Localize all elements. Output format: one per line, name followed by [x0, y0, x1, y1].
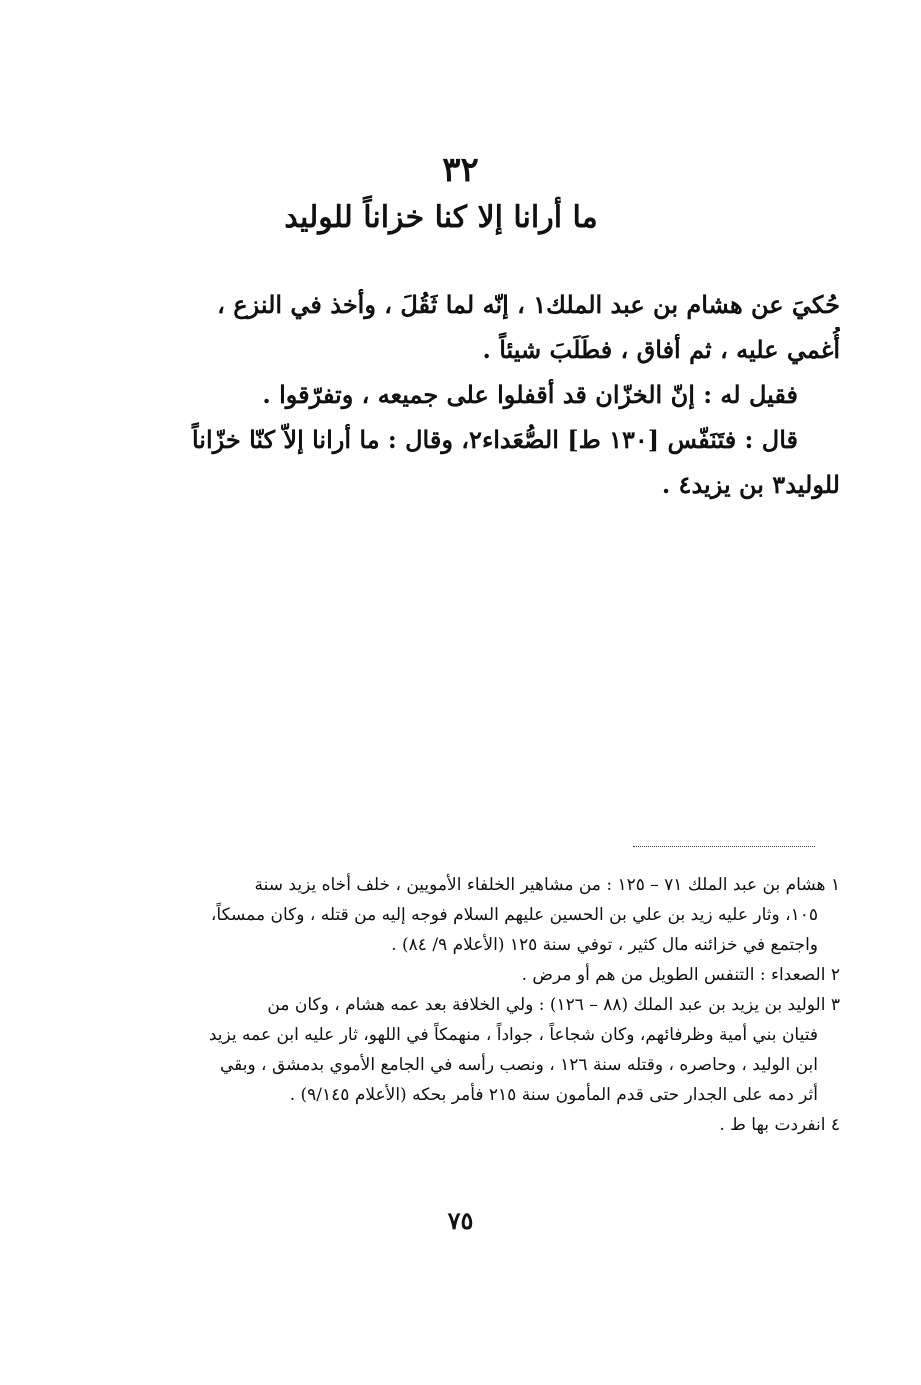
chapter-number: ٣٢ — [442, 150, 479, 190]
footnote-line: ٤ انفردت بها ط . — [719, 1115, 840, 1135]
page-number: ٧٥ — [447, 1206, 474, 1235]
body-line: أُغمي عليه ، ثم أفاق ، فطَلَبَ شيئاً . — [482, 335, 840, 364]
footnote-line: أثر دمه على الجدار حتى قدم المأمون سنة ٢١٥ فأمر بحكه (الأعلام ٩/١٤٥) . — [289, 1085, 818, 1105]
footnote-line: ٣ الوليد بن يزيد بن عبد الملك (٨٨ – ١٢٦) : ولي الخلافة بعد عمه هشام ، وكان من — [267, 995, 840, 1015]
body-line: قال : فتَنَفّس [١٣٠ ط] الصُّعَداء٢، وقال : ما أرانا إلاّ كنّا خزّاناً — [191, 425, 798, 454]
body-line: حُكيَ عن هشام بن عبد الملك١ ، إنّه لما ثَقُلَ ، وأخذ في النزع ، — [217, 290, 840, 319]
chapter-title: ما أرانا إلا كنا خزاناً للوليد — [284, 200, 598, 235]
body-line: فقيل له : إنّ الخزّان قد أقفلوا على جميعه ، وتفرّقوا . — [262, 380, 798, 409]
footnote-line: ١٠٥، وثار عليه زيد بن علي بن الحسين عليهم السلام فوجه إليه من قتله ، وكان ممسكاً، — [210, 905, 818, 925]
body-text — [140, 282, 840, 507]
footnote-line: واجتمع في خزائنه مال كثير ، توفي سنة ١٢٥ (الأعلام ٩/ ٨٤) . — [391, 935, 818, 955]
footnote-separator — [633, 846, 815, 847]
body-line: للوليد٣ بن يزيد٤ . — [661, 470, 840, 499]
footnote-line: ٢ الصعداء : التنفس الطويل من هم أو مرض . — [521, 965, 840, 985]
footnote-line: ابن الوليد ، وحاصره ، وقتله سنة ١٢٦ ، ونصب رأسه في الجامع الأموي بدمشق ، وبقي — [219, 1055, 818, 1075]
footnotes — [140, 870, 840, 1140]
footnote-line: فتيان بني أمية وظرفائهم، وكان شجاعاً ، جواداً ، منهمكاً في اللهو، ثار عليه ابن عمه يزيد — [208, 1025, 818, 1045]
footnote-line: ١ هشام بن عبد الملك ٧١ – ١٢٥ : من مشاهير الخلفاء الأمويين ، خلف أخاه يزيد سنة — [254, 875, 840, 895]
